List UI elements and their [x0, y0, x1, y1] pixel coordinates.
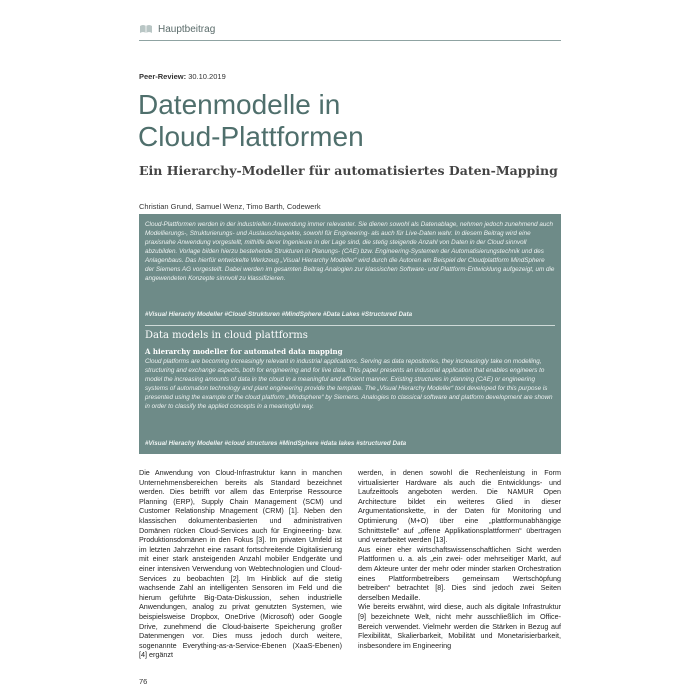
peer-review-line [139, 72, 226, 81]
body-paragraph: Wie bereits erwähnt, wird diese, auch als digitale Infrastruktur [9] bezeichnete Welt, nicht mehr ausschließlich im Office-Bereich verwendet. Vielmehr werden die Stärken in Bezug auf Flexibilität, Skalierbarkeit, Mobilität und Monetarisierbarkeit, insbesondere im Engineering [358, 602, 561, 650]
article-title [138, 89, 568, 153]
header-divider [139, 40, 561, 41]
article-subtitle: Ein Hierarchy-Modeller für automatisiertes Daten-Mapping [139, 163, 558, 178]
tags-english: #Visual Hierachy Modeller #cloud structures #MindSphere #data lakes #structured Data [145, 440, 407, 447]
abstract-box [139, 214, 561, 454]
section-label: Hauptbeitrag [158, 23, 216, 35]
body-paragraph: werden, in denen sowohl die Rechenleistung in Form virtualisierter Hardware als auch die Entwicklungs- und Laufzeittools angeboten werden. Die NAMUR Open Architecture bildet ein weiteres Glied in dieser Argumentationskette, in der Daten für Monitoring und Optimierung (M+O) über eine „plattformunabhängige Schnittstelle“ auf „offene Applikationsplattformen“ übertragen und verarbeitet werden [13]. [358, 468, 561, 545]
author-list: Christian Grund, Samuel Wenz, Timo Barth, Codewerk [139, 202, 321, 211]
abstract-divider [145, 325, 555, 326]
english-title: Data models in cloud plattforms [145, 330, 308, 341]
body-column-left [139, 468, 342, 660]
title-line-1: Datenmodelle in [138, 89, 341, 120]
peer-review-label: Peer-Review: [139, 72, 187, 81]
section-header [139, 22, 561, 36]
abstract-english: Cloud platforms are becoming increasingly relevant in industrial applications. Serving as data repositories, they increasingly take on modelling, structuring and exchange aspects, both for engineering and for live data. This paper presents an industrial application that enables engineers to model the increasing amounts of data in the cloud in a meaningful and efficient manner. Existing structures in planning (CAE) or engineering systems of automation technology and plant engineering provide the template. The „Visual Hierarchy Modeller“ tool developed for this purpose is presented using the example of the cloud platform „Mindsphere“ by Siemens. Analogies to classical software and platform development are shown in order to classify the applied concepts in a meaningful way. [145, 358, 553, 410]
page-number: 76 [139, 677, 148, 686]
title-line-2: Cloud-Plattformen [138, 121, 364, 152]
body-column-right [358, 468, 561, 650]
english-subtitle: A hierarchy modeller for automated data mapping [145, 347, 343, 356]
abstract-german: Cloud-Plattformen werden in der industriellen Anwendung immer relevanter. Sie dienen sowohl als Datenablage, nehmen jedoch zunehmend auch Modellierungs-, Strukturierungs- und Austauschaspekte, sowohl für Engineering- als auch für Live-Daten wahr. In diesem Beitrag wird eine praxisnahe Anwendung vorgestellt, mithilfe derer Ingenieure in der Lage sind, die stetig steigende Anzahl von Daten in der Cloud sinnvoll abzubilden. Vorlage bilden hierzu bestehende Strukturen in Planungs- (CAE) bzw. Engineering-Systemen der Automatisierungstechnik und des Anlagenbaus. Das hierfür entwickelte Werkzeug „Visual Hierarchy Modeller“ wird durch die Autoren am Beispiel der Cloudplattform MindSphere der Siemens AG vorgestellt. Dabei werden im gesamten Beitrag Analogien zur klassischen Software- und Plattform-Entwicklung aufgezeigt, um die angewendeten Konzepte sinnvoll zu klassifizieren. [145, 221, 555, 282]
body-paragraph: Die Anwendung von Cloud-Infrastruktur kann in manchen Unternehmensbereichen bereits als Standard bezeichnet werden. Dies betrifft vor allem das Enterprise Ressource Planning (ERP), Supply Chain Management (SCM) und Customer Relationship Mnagement (CRM) [1]. Neben den klassischen dokumentenbasierten und administrativen Domänen rücken Cloud-Services auch für Engineering- bzw. Produktionsdomänen in den Fokus [3]. Im privaten Umfeld ist im letzten Jahrzehnt eine rasant fortschreitende Digitalisierung mit einer stark ansteigenden Anzahl mobiler Endgeräte und einer intensiven Verwendung von Webtechnologien und Cloud-Services zu beobachten [2]. Im Hinblick auf die stetig wachsende Zahl an intelligenten Sensoren im Feld und die hierum geführte Big-Data-Diskussion, sehen industrielle Anwendungen, analog zu privat genutzten Systemen, wie beispielsweise Dropbox, OneDrive (Microsoft) oder Google Drive, zunehmend die Cloud-baiserte Speicherung großer Datenmengen vor. Dies muss jedoch durch weitere, sogenannte Everything-as-a-Service-Ebenen (XaaS-Ebenen) [4] ergänzt [139, 468, 342, 660]
tags-german: #Visual Hierachy Modeller #Cloud-Strukturen #MindSphere #Data Lakes #Structured Data [145, 311, 413, 318]
peer-review-date: 30.10.2019 [188, 72, 226, 81]
body-paragraph: Aus einer eher wirtschaftswissenschaftlichen Sicht werden Plattformen u. a. als „ein zwei- oder mehrseitiger Markt, auf dem Akteure unter der mehr oder minder starken Orchestration eines Plattformbetreibers gemeinsam Wertschöpfung betreiben“ betrachtet [8]. Dies sind jedoch zwei Seiten derselben Medaille. [358, 544, 561, 602]
reader-icon [139, 24, 153, 34]
